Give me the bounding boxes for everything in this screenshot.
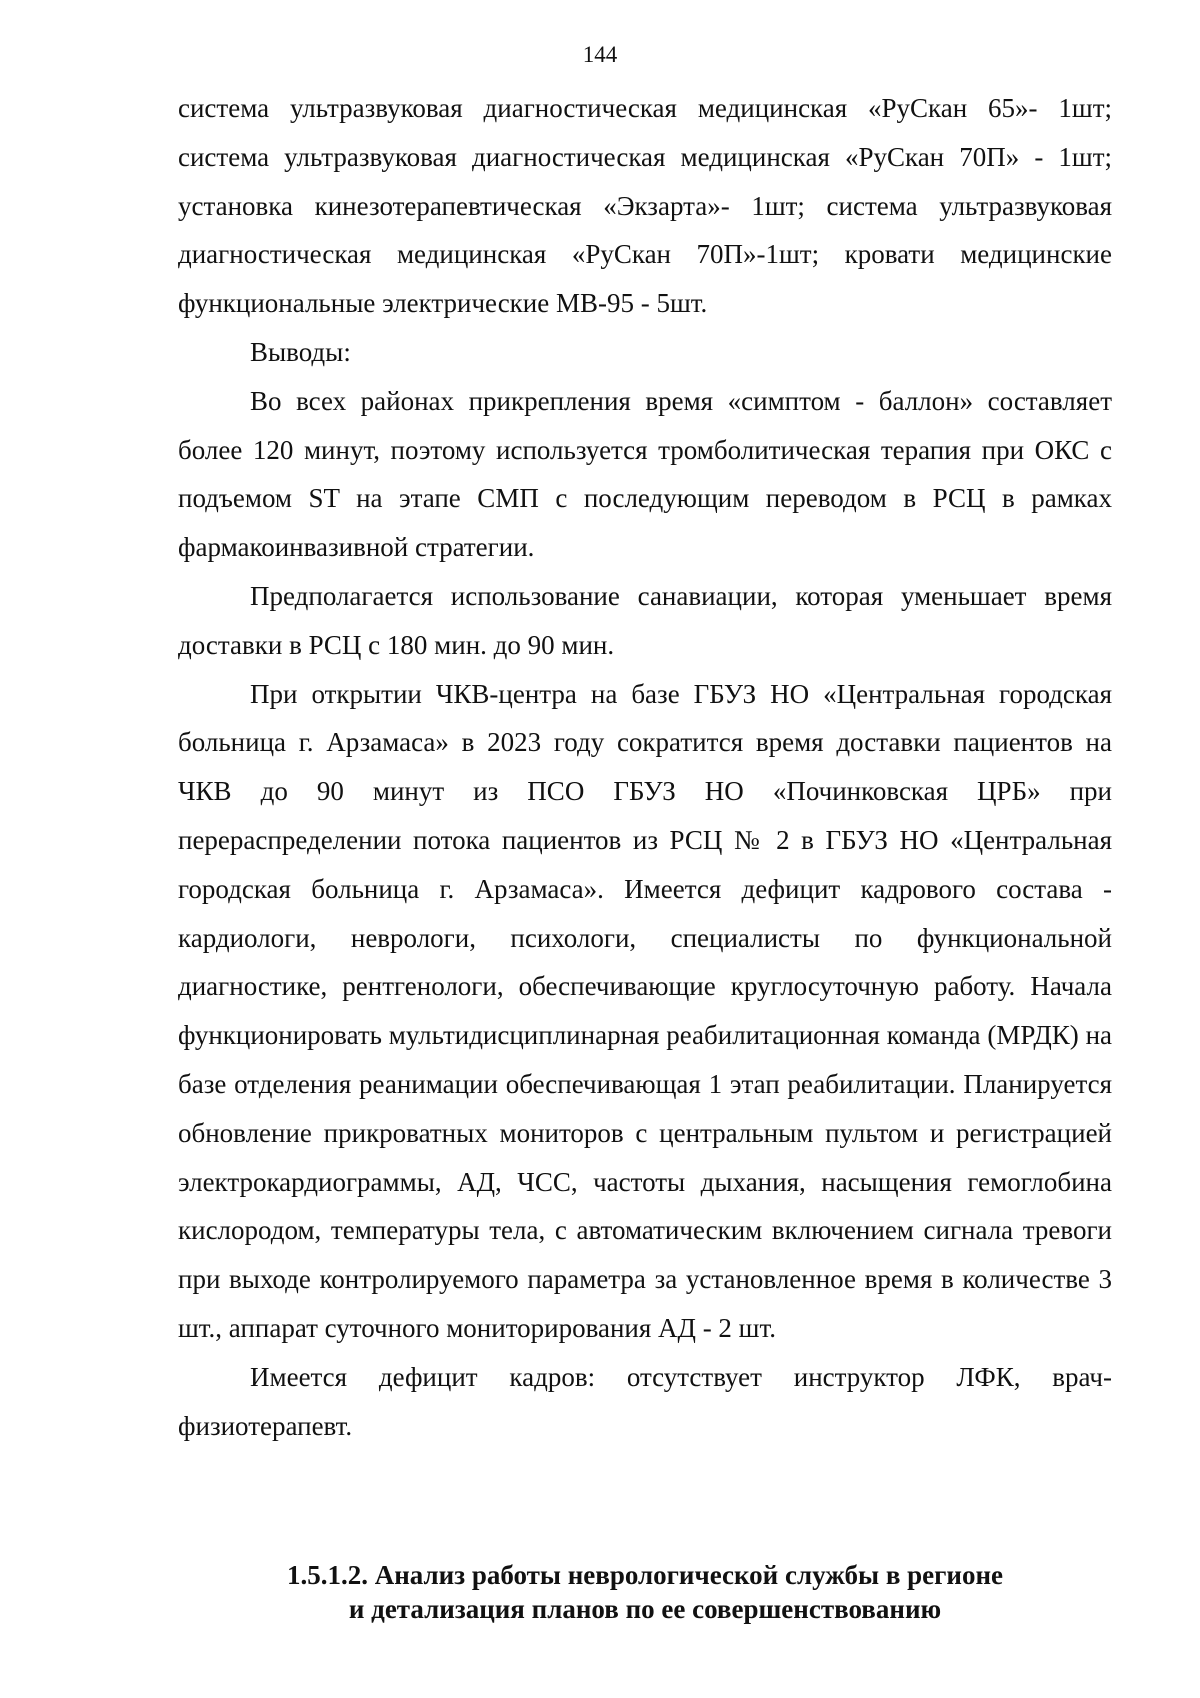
paragraph-air-ambulance: Предполагается использование санавиации, которая уменьшает время доставки в РСЦ с 180 мин. до 90 мин.	[178, 580, 1112, 660]
paragraph-conclusions-heading: Выводы:	[250, 336, 351, 367]
paragraph-symptom-balloon: Во всех районах прикрепления время «симптом - баллон» составляет более 120 минут, поэтому используется тромболитическая терапия при ОКС с подъемом ST на этапе СМП с последующим переводом в РСЦ в рамках фармакоинвазивной стратегии.	[178, 385, 1112, 563]
body-text	[178, 84, 1112, 1450]
section-heading-line-2: и детализация планов по ее совершенствованию	[348, 1594, 942, 1624]
paragraph-pci-center: При открытии ЧКВ-центра на базе ГБУЗ НО «Центральная городская больница г. Арзамаса» в 2023 году сократится время доставки пациентов на ЧКВ до 90 минут из ПСО ГБУЗ НО «Починковская ЦРБ» при перераспределении потока пациентов из РСЦ № 2 в ГБУЗ НО «Центральная городская больница г. Арзамаса». Имеется дефицит кадрового состава - кардиологи, неврологи, психологи, специалисты по функциональной диагностике, рентгенологи, обеспечивающие круглосуточную работу. Начала функционировать мультидисциплинарная реабилитационная команда (МРДК) на базе отделения реанимации обеспечивающая 1 этап реабилитации. Планируется обновление прикроватных мониторов с центральным пультом и регистрацией электрокардиограммы, АД, ЧСС, частоты дыхания, насыщения гемоглобина кислородом, температуры тела, с автоматическим включением сигнала тревоги при выходе контролируемого параметра за установленное время в количестве 3 шт., аппарат суточного мониторирования АД - 2 шт.	[178, 678, 1112, 1343]
page-number: 144	[582, 42, 618, 67]
paragraph-staff-deficit: Имеется дефицит кадров: отсутствует инструктор ЛФК, врач-физиотерапевт.	[178, 1361, 1112, 1441]
paragraph-equipment-list: система ультразвуковая диагностическая медицинская «РуСкан 65»- 1шт; система ультразвуковая диагностическая медицинская «РуСкан 70П» - 1шт; установка кинезотерапевтическая «Экзарта»- 1шт; система ультразвуковая диагностическая медицинская «РуСкан 70П»-1шт; кровати медицинские функциональные электрические МВ-95 - 5шт.	[178, 93, 1112, 319]
section-heading	[178, 1558, 1112, 1626]
section-heading-line-1: 1.5.1.2. Анализ работы неврологической службы в регионе	[286, 1560, 1004, 1590]
